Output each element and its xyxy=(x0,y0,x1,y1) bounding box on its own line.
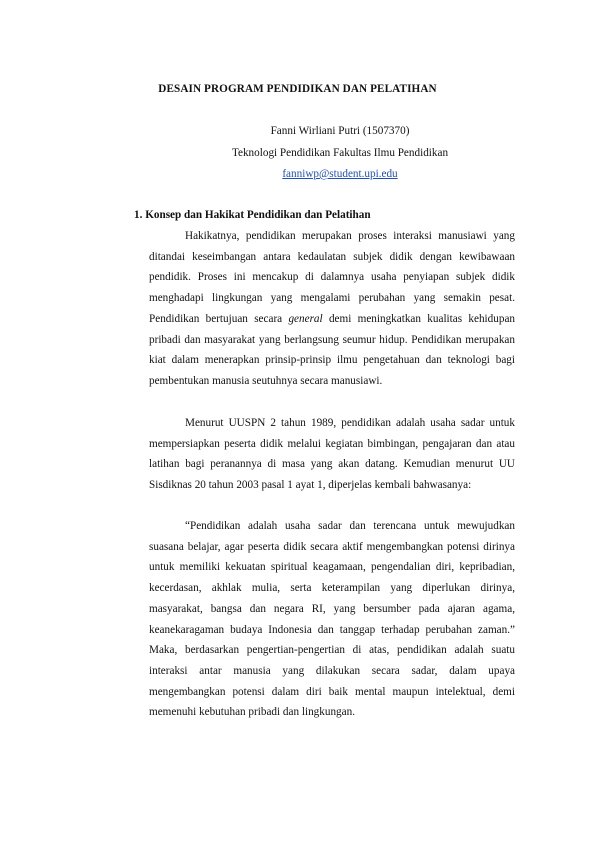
paragraph-1-text-b: demi meningkatkan kualitas kehidupan pribadi dan masyarakat yang berlangsung seumur hidup. Pendidikan merupakan kiat dalam menerapkan prinsip-prinsip ilmu pengetahuan dan teknologi bagi pembentukan manusia seutuhnya secara manusiawi. xyxy=(149,312,516,387)
paragraph-3-text: “Pendidikan adalah usaha sadar dan terencana untuk mewujudkan suasana belajar, agar peserta didik secara aktif mengembangkan potensi dirinya untuk memiliki kekuatan spiritual keagamaan, pengendalian diri, kepribadian, kecerdasan, akhlak mulia, serta keterampilan yang diperlukan dirinya, masyarakat, bangsa dan negara RI, yang bersumber pada ajaran agama, keanekaragaman budaya Indonesia dan tanggap terhadap perubahan zaman.” Maka, berdasarkan pengertian-pengertian di atas, pendidikan adalah suatu interaksi antar manusia yang dilakukan secara sadar, dalam upaya mengembangkan potensi dalam diri baik mental maupun intelektual, demi memenuhi kebutuhan pribadi dan lingkungan. xyxy=(149,520,515,719)
paragraph-1-italic: general xyxy=(288,312,323,325)
author-name: Fanni Wirliani Putri (1507370) xyxy=(270,125,410,137)
paragraph-1-text-a: Hakikatnya, pendidikan merupakan proses interaksi manusiawi yang ditandai keseimbangan antara kedaulatan subjek didik dengan kewibawaan pendidik. Proses ini mencakup di dalamnya usaha penyiapan subjek didik menghadapi lingkungan yang mengalami perubahan yang semakin pesat. Pendidikan bertujuan secara xyxy=(149,230,515,325)
paragraph-3 xyxy=(149,516,515,723)
paragraph-1 xyxy=(149,226,515,392)
paragraph-2 xyxy=(149,413,515,496)
author-affiliation: Teknologi Pendidikan Fakultas Ilmu Pendidikan xyxy=(231,147,449,159)
document-title: DESAIN PROGRAM PENDIDIKAN DAN PELATIHAN xyxy=(158,83,437,95)
author-email-link[interactable]: fanniwp@student.upi.edu xyxy=(282,168,398,180)
section-heading: 1. Konsep dan Hakikat Pendidikan dan Pelatihan xyxy=(134,209,371,221)
paragraph-2-text: Menurut UUSPN 2 tahun 1989, pendidikan adalah usaha sadar untuk mempersiapkan peserta didik melalui kegiatan bimbingan, pengajaran dan atau latihan bagi peranannya di masa yang akan datang. Kemudian menurut UU Sisdiknas 20 tahun 2003 pasal 1 ayat 1, diperjelas kembali bahwasanya: xyxy=(149,417,515,492)
